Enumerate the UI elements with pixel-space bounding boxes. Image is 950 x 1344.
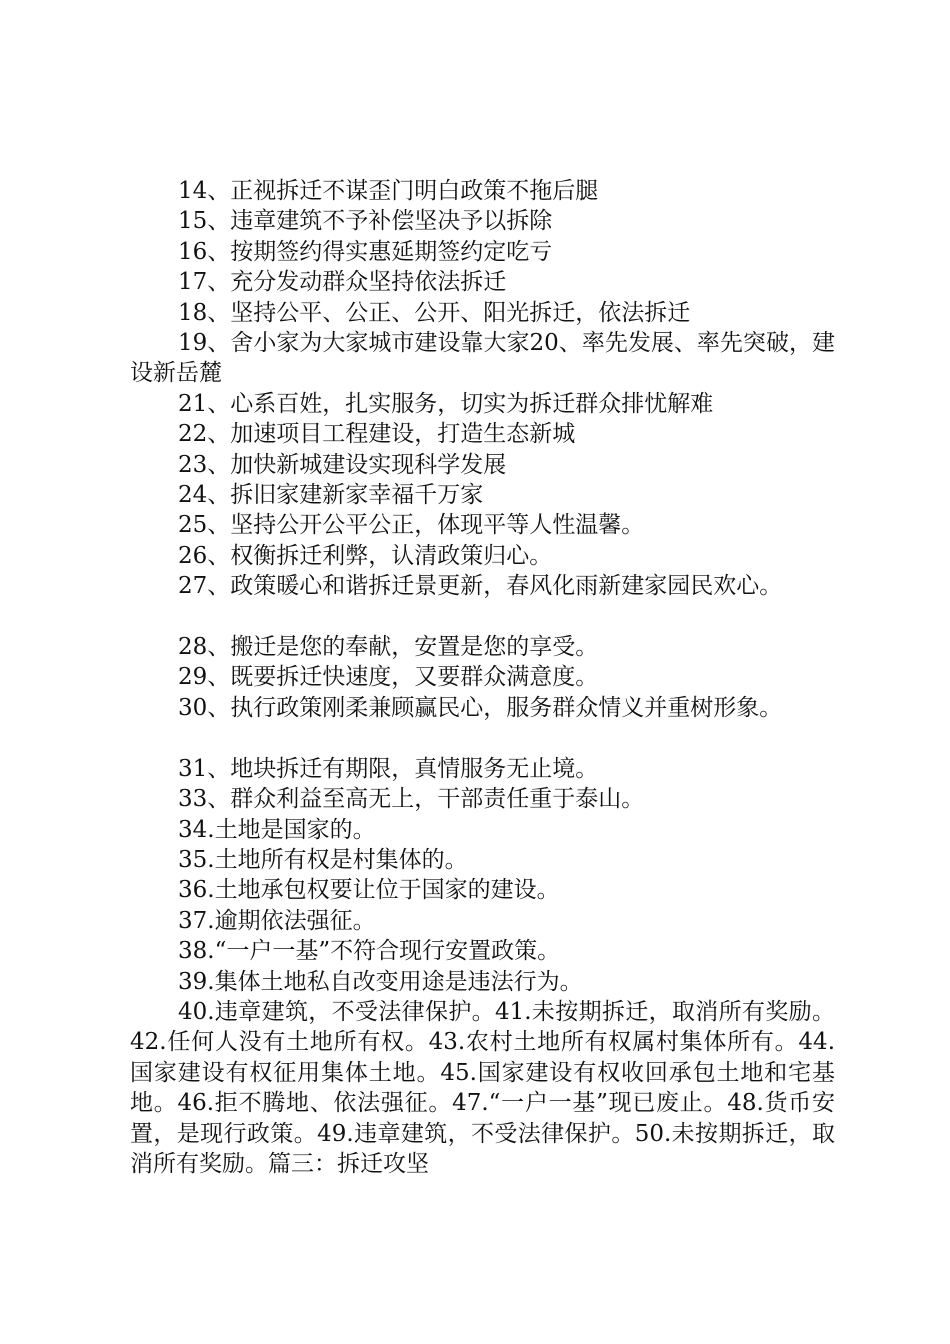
- slogan-line: 14、正视拆迁不谋歪门明白政策不拖后腿: [178, 178, 599, 204]
- slogan-line: 30、执行政策刚柔兼顾赢民心，服务群众情义并重树形象。: [178, 694, 783, 721]
- slogan-line: 16、按期签约得实惠延期签约定吃亏: [178, 238, 553, 265]
- blank-line: [130, 602, 835, 632]
- slogan-line: 28、搬迁是您的奉献，安置是您的享受。: [178, 634, 599, 661]
- slogan-line: 25、坚持公开公平公正，体现平等人性温馨。: [178, 512, 645, 539]
- slogan-line: 26、权衡拆迁利弊，认清政策归心。: [178, 542, 553, 569]
- slogan-line: 22、加速项目工程建设，打造生态新城: [178, 421, 576, 448]
- slogan-line: 18、坚持公平、公正、公开、阳光拆迁，依法拆迁: [178, 299, 691, 326]
- slogan-line: 36.土地承包权要让位于国家的建设。: [178, 877, 560, 904]
- slogan-line: 39.集体土地私自改变用途是违法行为。: [178, 968, 583, 995]
- blank-line: [130, 723, 835, 753]
- slogan-line: 15、违章建筑不予补偿坚决予以拆除: [178, 208, 553, 235]
- slogan-line: 24、拆旧家建新家幸福千万家: [178, 482, 484, 509]
- slogan-line: 37.逾期依法强征。: [178, 907, 376, 934]
- slogan-paragraph: 40.违章建筑，不受法律保护。41.未按期拆迁，取消所有奖励。42.任何人没有土地所有权。43.农村土地所有权属村集体所有。44.国家建设有权征用集体土地。45.国家建设有权收回承包土地和宅基地。46.拒不腾地、依法强征。47.“一户一基”现已废止。48.货币安置，是现行政策。49.违章建筑，不受法律保护。50.未按期拆迁，取消所有奖励。篇三：拆迁攻坚: [130, 998, 835, 1177]
- slogan-paragraph: 19、舍小家为大家城市建设靠大家20、率先发展、率先突破，建设新岳麓: [130, 330, 835, 387]
- slogan-line: 38.“一户一基”不符合现行安置政策。: [178, 938, 561, 965]
- slogan-line: 17、充分发动群众坚持依法拆迁: [178, 269, 507, 296]
- slogan-line: 35.土地所有权是村集体的。: [178, 846, 468, 873]
- slogan-line: 27、政策暖心和谐拆迁景更新，春风化雨新建家园民欢心。: [178, 573, 783, 600]
- slogan-line: 34.土地是国家的。: [178, 816, 376, 843]
- slogan-line: 23、加快新城建设实现科学发展: [178, 451, 507, 478]
- slogan-line: 31、地块拆迁有期限，真情服务无止境。: [178, 755, 599, 782]
- slogan-line: 21、心系百姓，扎实服务，切实为拆迁群众排忧解难: [178, 390, 714, 417]
- slogan-list: [130, 176, 835, 1179]
- slogan-line: 29、既要拆迁快速度，又要群众满意度。: [178, 664, 599, 691]
- slogan-line: 33、群众利益至高无上，干部责任重于泰山。: [178, 786, 645, 813]
